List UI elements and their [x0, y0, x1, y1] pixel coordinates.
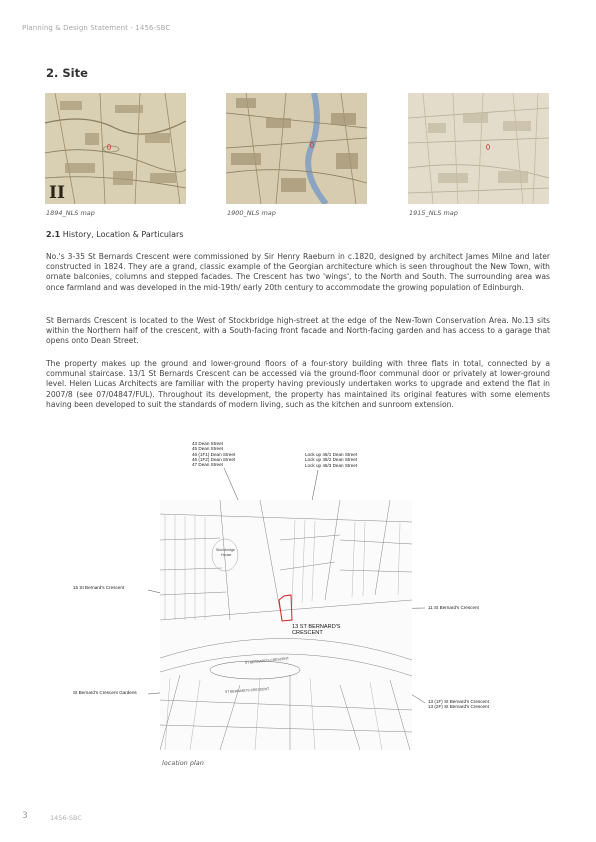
- label-lockups-group: Lock up 46/1 Dean Street Lock up 46/2 Dean Street Lock up 46/3 Dean Street: [305, 452, 358, 468]
- map-caption-1915: 1915_NLS map: [409, 209, 458, 217]
- location-plan-caption: location plan: [162, 759, 204, 767]
- label-dean-street-group: 43 Dean Street 45 Dean Street 46 (1F1) Dean Street 46 (1F2) Dean Street 47 Dean Street: [192, 441, 236, 468]
- label-crescent-gardens: St Bernard's Crescent Gardens: [73, 690, 137, 695]
- paragraph-particulars: The property makes up the ground and lower-ground floors of a four-story building with three flats in total, connected by a communal staircase. 13/1 St Bernards Crescent can be accessed via the ground-floor communal door or privately at lower-ground level. Helen Lucas Architects are familiar with the property having previously undertaken works to upgrade and extend the flat in 2007/8 (see 07/04847/FUL). Throughout its development, the property has maintained its original features with some elements having been developed to suit the standards of modern living, such as the kitchen and sunroom extension.: [46, 359, 550, 409]
- label-11-st-bernards: 11 St Bernard's Crescent: [428, 605, 479, 610]
- section-title: 2. Site: [46, 66, 88, 80]
- label-13-flats-group: 13 (1F) St Bernard's Crescent 13 (2F) St Bernard's Crescent: [428, 699, 489, 710]
- street-label-crescent-a: ST BERNARD'S CRESCENT: [224, 686, 270, 694]
- page-number: 3: [22, 811, 28, 821]
- label-15-st-bernards: 15 St Bernard's Crescent: [73, 585, 125, 590]
- site-label-line-2: CRESCENT: [292, 630, 323, 636]
- footer-reference: 1456-SBC: [50, 814, 82, 822]
- subsection-title: History, Location & Particulars: [62, 230, 184, 239]
- paragraph-location: St Bernards Crescent is located to the West of Stockbridge high-street at the edge of the New-Town Conservation Area. No.13 sits within the Northern half of the crescent, with a South-facing front facade and North-facing garden and has access to a garage that opens onto Dean Street.: [46, 316, 550, 346]
- paragraph-history: No.'s 3-35 St Bernards Crescent were commissioned by Sir Henry Raeburn in c.1820, designed by architect James Milne and later constructed in 1824. They are a grand, classic example of the Georgian architecture which is seen throughout the New Town, with ornate balconies, columns and stepped facades. The Crescent has two 'wings', to the North and South. The surrounding area was once farmland and was developed in the mid-19th/ early 20th century to accommodate the growing population of Edinburgh.: [46, 252, 550, 292]
- site-label-line-1: 13 ST BERNARD'S: [292, 624, 341, 630]
- map-caption-1894: 1894_NLS map: [46, 209, 95, 217]
- stockbridge-house-label-1: Stockbridge: [216, 548, 235, 552]
- stockbridge-house-label-2: House: [221, 553, 232, 557]
- subsection-number: 2.1: [46, 230, 61, 239]
- running-header: Planning & Design Statement - 1456-SBC: [22, 24, 171, 32]
- location-plan-drawing: [160, 500, 412, 750]
- map-corner-mark: II: [49, 183, 65, 203]
- map-caption-1900: 1900_NLS map: [227, 209, 276, 217]
- street-label-crescent-b: ST BERNARD'S CRESCENT: [244, 656, 290, 665]
